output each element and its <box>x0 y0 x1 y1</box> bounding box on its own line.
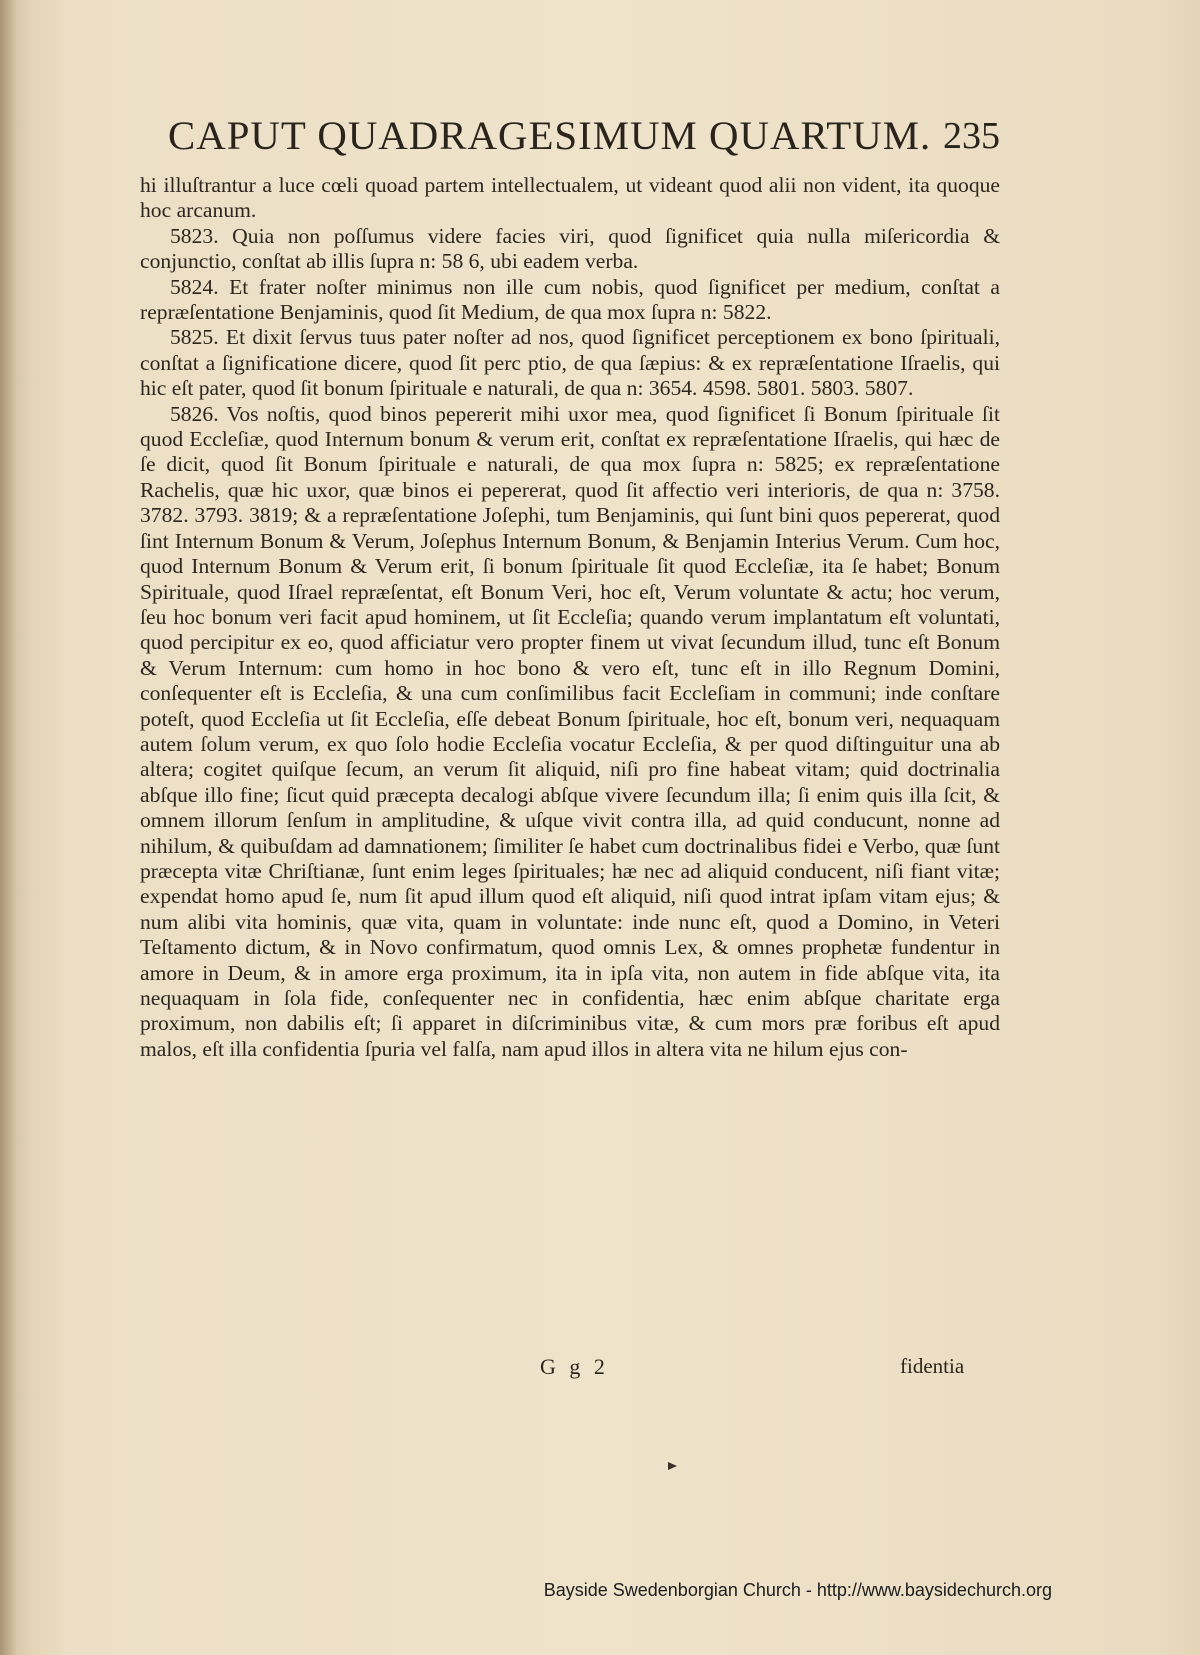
signature-mark: G g 2 <box>540 1354 609 1379</box>
paragraph-5825: 5825. Et dixit ſervus tuus pater noſter ad nos, quod ſignificet perceptionem ex bono ſpirituali, conſtat a ſignificatione dicere, quod ſit perc ptio, de qua ſæpius: & ex repræſentatione Iſraelis, qui hic eſt pater, quod ſit bonum ſpirituale e naturali, de qua n: 3654. 4598. 5801. 5803. 5807. <box>140 325 1000 401</box>
source-credit: Bayside Swedenborgian Church - http://www.baysidechurch.org <box>543 1580 1052 1600</box>
ink-mark <box>668 1462 677 1470</box>
catchword: fidentia <box>900 1354 965 1378</box>
paragraph-5824: 5824. Et frater noſter minimus non ille cum nobis, quod ſignificet per medium, conſtat a repræſentatione Benjaminis, quod ſit Medium, de qua mox ſupra n: 5822. <box>140 274 1000 325</box>
running-title: CAPUT QUADRAGESIMUM QUARTUM. <box>168 113 932 158</box>
page-number: 235 <box>943 115 1000 157</box>
book-spine-shadow <box>0 0 16 1655</box>
page-header <box>168 112 1008 168</box>
paragraph-5823: 5823. Quia non poſſumus videre facies viri, quod ſignificet quia nulla miſericordia & conjunctio, conſtat ab illis ſupra n: 58 6, ubi eadem verba. <box>140 223 1000 274</box>
paragraph-5826: 5826. Vos noſtis, quod binos pepererit mihi uxor mea, quod ſignificet ſi Bonum ſpirituale ſit quod Eccleſiæ, quod Internum bonum & verum erit, conſtat ex repræſentatione Iſraelis, qui hæc de ſe dicit, quod ſit Bonum ſpirituale e naturali, de qua mox ſupra n: 5825; ex repræſentatione Rachelis, quæ hic uxor, quæ binos ei pepererat, quod ſit affectio veri interioris, de qua n: 3758. 3782. 3793. 3819; & a repræſentatione Joſephi, tum Benjaminis, qui ſunt bini quos pepererat, quod ſint Internum Bonum & Verum, Joſephus Internum Bonum, & Benjamin Interius Verum. Cum hoc, quod Internum Bonum & Verum erit, ſi bonum ſpirituale ſit quod Eccleſiæ, ita ſe habet; Bonum Spirituale, quod Iſrael repræſentat, eſt Bonum Veri, hoc eſt, Verum voluntate & actu; hoc verum, ſeu hoc bonum veri facit apud hominem, ut ſit Eccleſia; quando verum implantatum eſt voluntati, quod percipitur ex eo, quod afficiatur vero propter finem ut vivat ſecundum illud, tunc eſt Bonum & Verum Internum: cum homo in hoc bono & vero eſt, tunc eſt in illo Regnum Domini, conſequenter eſt is Eccleſia, & una cum conſimilibus facit Eccleſiam in communi; inde conſtare poteſt, quod Eccleſia ut ſit Eccleſia, eſſe debeat Bonum ſpirituale, hoc eſt, bonum veri, nequaquam autem ſolum verum, ex quo ſolo hodie Eccleſia vocatur Eccleſia, & per quod diſtinguitur una ab altera; cogitet quiſque ſecum, an verum ſit aliquid, niſi pro fine habeat vitam; quid doctrinalia abſque illo fine; ſicut quid præcepta decalogi abſque vivere ſecundum illa; ſi enim quis illa ſcit, & omnem illorum ſenſum in amplitudine, & uſque vivit contra illa, ad quid conducunt, nonne ad nihilum, & quibuſdam ad damnationem; ſimiliter ſe habet cum doctrinalibus fidei e Verbo, quæ ſunt præcepta vitæ Chriſtianæ, ſunt enim leges ſpirituales; hæ nec ad aliquid conducent, niſi fiant vitæ; expendat homo apud ſe, num ſit apud illum quod eſt aliquid, niſi quod intrat ipſam vitam ejus; & num alibi vita hominis, quæ vita, quam in voluntate: inde nunc eſt, quod a Domino, in Veteri Teſtamento dictum, & in Novo confirmatum, quod omnis Lex, & omnes prophetæ fundentur in amore in Deum, & in amore erga proximum, ita in ipſa vita, non autem in fide abſque vita, ita nequaquam in ſola fide, conſequenter nec in confidentia, hæc enim abſque charitate erga proximum, non dabilis eſt; ſi apparet in diſcriminibus vitæ, & cum mors præ foribus eſt apud malos, eſt illa confidentia ſpuria vel falſa, nam apud illos in altera vita ne hilum ejus con- <box>140 401 1000 1061</box>
body-text <box>140 173 1000 1062</box>
paragraph-continuation: hi illuſtrantur a luce cœli quoad partem intellectualem, ut videant quod alii non vident, ita quoque hoc arcanum. <box>140 173 1000 223</box>
